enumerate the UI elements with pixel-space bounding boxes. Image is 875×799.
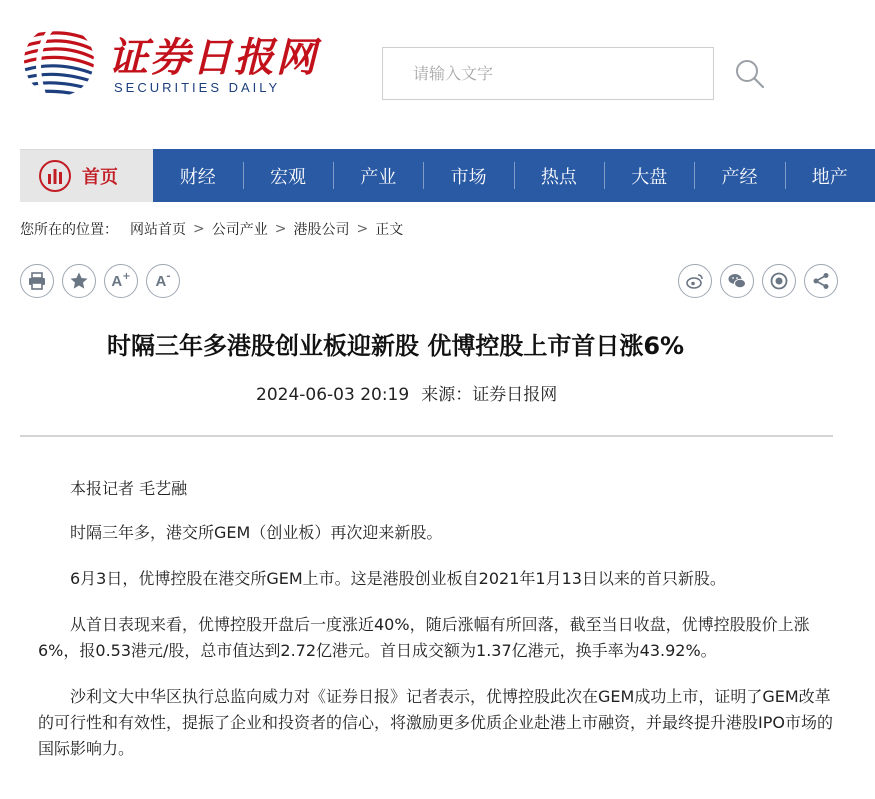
bar-chart-icon (38, 159, 72, 193)
chevron-right-icon: > (274, 221, 287, 237)
nav-item-realestate[interactable]: 地产 (785, 149, 875, 202)
breadcrumb-link-company[interactable]: 公司产业 (211, 222, 268, 238)
logo-emblem-icon (22, 24, 96, 98)
article-meta (256, 380, 557, 405)
search-input[interactable] (383, 48, 713, 99)
print-icon (27, 271, 47, 291)
share-icon (811, 271, 831, 291)
font-larger-icon: A (111, 272, 123, 290)
share-tools (678, 264, 838, 298)
nav-item-industry[interactable]: 产业 (333, 149, 423, 202)
favorite-button[interactable] (62, 264, 96, 298)
font-smaller-icon: A (155, 272, 167, 290)
font-smaller-button[interactable] (146, 264, 180, 298)
share-more-button[interactable] (804, 264, 838, 298)
nav-item-index[interactable]: 大盘 (604, 149, 694, 202)
logo-chinese-name: 证券日报网 (108, 34, 318, 81)
nav-home[interactable] (20, 149, 153, 202)
article-paragraph: 6月3日，优博控股在港交所GEM上市。这是港股创业板自2021年1月13日以来的首只新股。 (70, 569, 726, 588)
nav-item-market[interactable]: 市场 (423, 149, 513, 202)
article-datetime: 2024-06-03 20:19 (256, 385, 410, 405)
qzone-icon (769, 271, 789, 291)
chevron-right-icon: > (193, 221, 205, 237)
breadcrumb-current: 正文 (375, 222, 404, 238)
share-weibo-button[interactable] (678, 264, 712, 298)
breadcrumb-lead: 您所在的位置： (20, 222, 118, 238)
weibo-icon (685, 271, 705, 291)
minus-icon: - (166, 270, 171, 282)
nav-item-hot[interactable]: 热点 (514, 149, 604, 202)
article-source: 来源：证券日报网 (421, 385, 558, 405)
search-box (382, 47, 714, 100)
main-nav (20, 149, 875, 202)
breadcrumb (20, 219, 403, 239)
breadcrumb-link-home[interactable]: 网站首页 (130, 222, 186, 238)
article-title: 时隔三年多港股创业板迎新股 优博控股上市首日涨6% (107, 332, 685, 360)
wechat-icon (727, 271, 747, 291)
nav-item-macro[interactable]: 宏观 (243, 149, 333, 202)
nav-item-economy[interactable]: 产经 (694, 149, 784, 202)
star-icon (69, 271, 89, 291)
share-qzone-button[interactable] (762, 264, 796, 298)
chevron-right-icon: > (356, 221, 369, 237)
article-body (38, 476, 838, 782)
share-wechat-button[interactable] (720, 264, 754, 298)
search-icon[interactable] (734, 58, 766, 90)
article-paragraph: 沙利文大中华区执行总监向威力对《证券日报》记者表示，优博控股此次在GEM成功上市，证明了GEM改革的可行性和有效性，提振了企业和投资者的信心，将激励更多优质企业赴港上市融资，并最终提升港股IPO市场的国际影响力。 (38, 687, 833, 758)
print-button[interactable] (20, 264, 54, 298)
divider (20, 435, 833, 437)
nav-home-label: 首页 (82, 167, 118, 188)
article-paragraph: 时隔三年多，港交所GEM（创业板）再次迎来新股。 (70, 523, 443, 542)
site-logo[interactable] (22, 22, 318, 102)
article-paragraph: 从首日表现来看，优博控股开盘后一度涨近40%，随后涨幅有所回落，截至当日收盘，优博控股股价上涨6%，报0.53港元/股，总市值达到2.72亿港元。首日成交额为1.37亿港元，换手率为43.92%。 (38, 615, 810, 660)
nav-item-finance[interactable]: 财经 (179, 166, 216, 188)
article-tools (20, 264, 180, 298)
logo-english-name: SECURITIES DAILY (114, 80, 281, 95)
font-larger-button[interactable] (104, 264, 138, 298)
plus-icon: + (122, 270, 131, 282)
breadcrumb-link-hk-stocks[interactable]: 港股公司 (293, 222, 350, 238)
article-byline: 本报记者 毛艺融 (70, 479, 188, 498)
